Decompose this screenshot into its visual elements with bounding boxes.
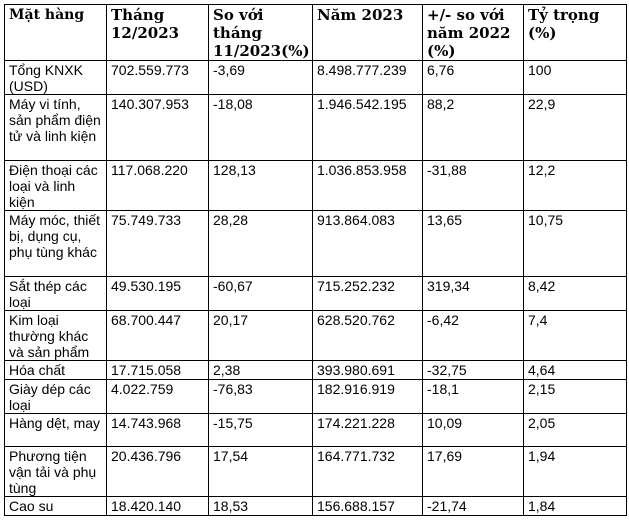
cell-item: Máy móc, thiết bị, dụng cụ, phụ tùng khác — [5, 211, 107, 277]
cell-item: Hóa chất — [5, 361, 107, 380]
table-row — [5, 95, 627, 161]
cell-vs-nov: 18,53 — [209, 497, 313, 516]
cell-vs-nov: -18,08 — [209, 95, 313, 161]
cell-vs-2022: -21,74 — [423, 497, 524, 516]
cell-dec-2023: 18.420.140 — [107, 497, 209, 516]
cell-year-2023: 1.036.853.958 — [313, 161, 423, 211]
cell-vs-nov: 2,38 — [209, 361, 313, 380]
cell-dec-2023: 17.715.058 — [107, 361, 209, 380]
cell-vs-nov: 128,13 — [209, 161, 313, 211]
cell-share: 1,94 — [524, 447, 627, 497]
cell-item: Phương tiện vận tải và phụ tùng — [5, 447, 107, 497]
table-row — [5, 380, 627, 414]
cell-vs-nov: -15,75 — [209, 414, 313, 447]
cell-vs-nov: 28,28 — [209, 211, 313, 277]
cell-dec-2023: 68.700.447 — [107, 311, 209, 361]
cell-share: 7,4 — [524, 311, 627, 361]
cell-dec-2023: 4.022.759 — [107, 380, 209, 414]
cell-item: Cao su — [5, 497, 107, 516]
cell-dec-2023: 140.307.953 — [107, 95, 209, 161]
cell-vs-nov: 17,54 — [209, 447, 313, 497]
cell-vs-2022: -31,88 — [423, 161, 524, 211]
table-row — [5, 447, 627, 497]
cell-share: 22,9 — [524, 95, 627, 161]
cell-dec-2023: 75.749.733 — [107, 211, 209, 277]
cell-year-2023: 1.946.542.195 — [313, 95, 423, 161]
cell-vs-2022: 17,69 — [423, 447, 524, 497]
cell-dec-2023: 49.530.195 — [107, 277, 209, 311]
table-row — [5, 277, 627, 311]
header-cell-dec-2023: Tháng 12/2023 — [107, 5, 209, 61]
cell-item: Kim loại thường khác và sản phẩm — [5, 311, 107, 361]
cell-year-2023: 8.498.777.239 — [313, 61, 423, 95]
cell-vs-2022: 10,09 — [423, 414, 524, 447]
cell-share: 12,2 — [524, 161, 627, 211]
cell-vs-nov: -3,69 — [209, 61, 313, 95]
header-row — [5, 5, 627, 61]
cell-year-2023: 628.520.762 — [313, 311, 423, 361]
cell-year-2023: 174.221.228 — [313, 414, 423, 447]
cell-vs-2022: 319,34 — [423, 277, 524, 311]
cell-year-2023: 913.864.083 — [313, 211, 423, 277]
cell-year-2023: 164.771.732 — [313, 447, 423, 497]
cell-item: Máy vi tính, sản phẩm điện tử và linh kiện — [5, 95, 107, 161]
table-row — [5, 61, 627, 95]
cell-vs-2022: 6,76 — [423, 61, 524, 95]
cell-year-2023: 715.252.232 — [313, 277, 423, 311]
cell-share: 4,64 — [524, 361, 627, 380]
header-cell-share: Tỷ trọng (%) — [524, 5, 627, 61]
cell-vs-nov: 20,17 — [209, 311, 313, 361]
cell-share: 8,42 — [524, 277, 627, 311]
cell-vs-2022: -18,1 — [423, 380, 524, 414]
table-row — [5, 414, 627, 447]
table-row — [5, 161, 627, 211]
cell-share: 1,84 — [524, 497, 627, 516]
cell-share: 100 — [524, 61, 627, 95]
cell-year-2023: 182.916.919 — [313, 380, 423, 414]
cell-vs-nov: -76,83 — [209, 380, 313, 414]
cell-item: Tổng KNXK (USD) — [5, 61, 107, 95]
cell-item: Hàng dệt, may — [5, 414, 107, 447]
cell-year-2023: 393.980.691 — [313, 361, 423, 380]
cell-share: 2,15 — [524, 380, 627, 414]
table-row — [5, 497, 627, 516]
header-cell-item: Mặt hàng — [5, 5, 107, 61]
cell-dec-2023: 702.559.773 — [107, 61, 209, 95]
cell-item: Điện thoại các loại và linh kiện — [5, 161, 107, 211]
cell-vs-2022: -6,42 — [423, 311, 524, 361]
cell-item: Sắt thép các loại — [5, 277, 107, 311]
cell-vs-2022: 13,65 — [423, 211, 524, 277]
cell-dec-2023: 117.068.220 — [107, 161, 209, 211]
table-row — [5, 361, 627, 380]
cell-share: 2,05 — [524, 414, 627, 447]
cell-vs-2022: -32,75 — [423, 361, 524, 380]
cell-vs-2022: 88,2 — [423, 95, 524, 161]
cell-dec-2023: 20.436.796 — [107, 447, 209, 497]
cell-item: Giày dép các loại — [5, 380, 107, 414]
cell-dec-2023: 14.743.968 — [107, 414, 209, 447]
header-cell-vs-nov: So với tháng 11/2023(%) — [209, 5, 313, 61]
cell-year-2023: 156.688.157 — [313, 497, 423, 516]
header-cell-vs-2022: +/- so với năm 2022 (%) — [423, 5, 524, 61]
header-cell-year-2023: Năm 2023 — [313, 5, 423, 61]
export-table — [4, 4, 627, 516]
cell-vs-nov: -60,67 — [209, 277, 313, 311]
table-row — [5, 311, 627, 361]
cell-share: 10,75 — [524, 211, 627, 277]
table-row — [5, 211, 627, 277]
